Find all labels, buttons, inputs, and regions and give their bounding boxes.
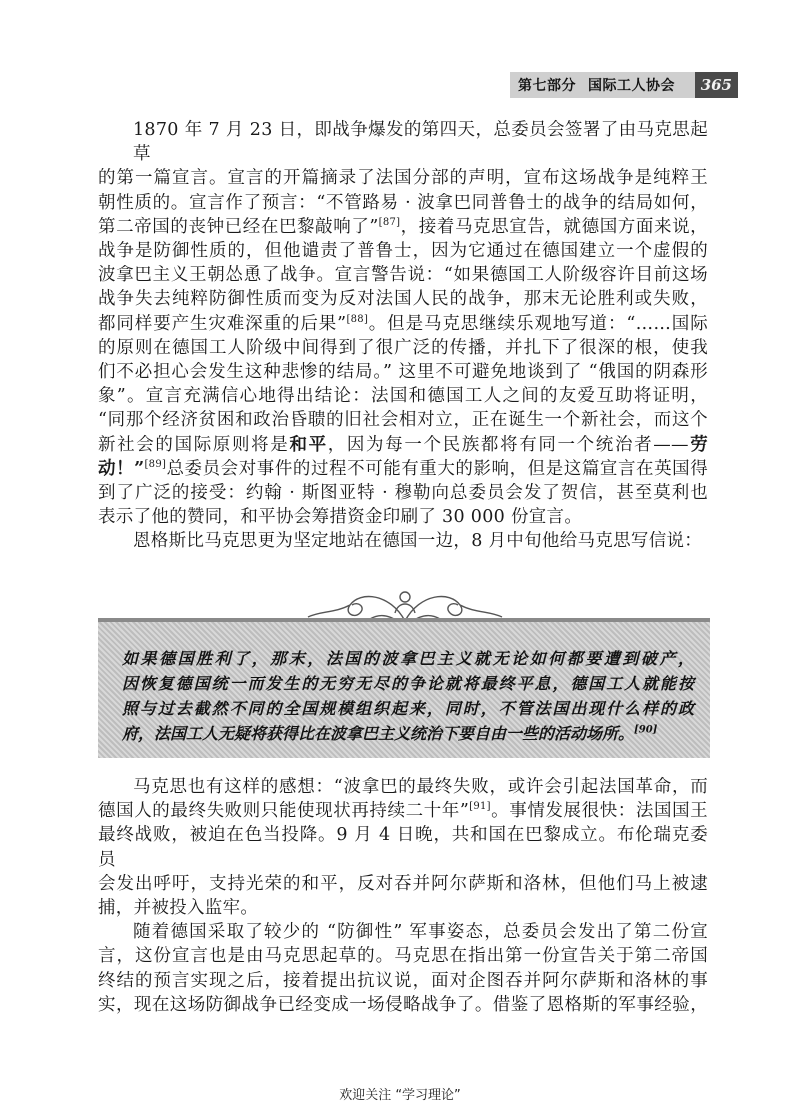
text-line: 马克思也有这样的感想：“波拿巴的最终失败，或许会引起法国革命，而 xyxy=(133,777,708,797)
quote-line xyxy=(122,721,694,746)
paragraph-3 xyxy=(98,775,708,920)
text-line: 们不必担心会发生这种悲惨的结局。” 这里不可避免地谈到了 “俄国的阴森形 xyxy=(98,362,708,383)
quote-text xyxy=(122,646,694,746)
paragraph-4 xyxy=(98,920,708,1017)
paragraph-2 xyxy=(98,529,708,553)
text-line: 表示了他的赞同，和平协会筹措资金印刷了 30 000 份宣言。 xyxy=(98,507,583,528)
page-footer: 欢迎关注 “学习理论” xyxy=(339,1088,461,1103)
text-span: ，因为每一个民族都将有同一个统治者—— xyxy=(327,434,689,455)
text-line: 到了广泛的接受：约翰 · 斯图亚特 · 穆勒向总委员会发了贺信，甚至莫利也 xyxy=(98,483,708,504)
footnote-ref-89[interactable]: [89] xyxy=(144,459,167,471)
text-line: 象”。宣言充满信心地得出结论：法国和德国工人之间的友爱互助将证明， xyxy=(98,386,708,407)
text-span: 第二帝国的丧钟已经在巴黎敲响了” xyxy=(98,216,379,237)
text-line xyxy=(98,799,708,823)
text-line: 实，现在这场防御战争已经变成一场侵略战争了。借鉴了恩格斯的军事经验， xyxy=(98,994,708,1015)
footnote-ref-90[interactable]: [90] xyxy=(634,724,658,736)
text-span: 德国人的最终失败则只能使现状再持续二十年” xyxy=(98,801,470,822)
page-number: 365 xyxy=(695,72,738,98)
quote-line: 照与过去截然不同的全国规模组织起来，同时，不管法国出现什么样的政 xyxy=(122,699,694,718)
text-span: ，接着马克思宣告，就德国方面来说， xyxy=(400,216,708,237)
text-line: 战争是防御性质的，但他谴责了普鲁士，因为它通过在德国建立一个虚假的 xyxy=(98,241,708,262)
text-span: 。事情发展很快：法国国王 xyxy=(490,801,708,822)
text-line: 朝性质的。宣言作了预言：“不管路易 · 波拿巴同普鲁士的战争的结局如何， xyxy=(98,192,708,213)
paragraph-1 xyxy=(98,118,708,529)
text-line: 恩格斯比马克思更为坚定地站在德国一边，8 月中旬他给马克思写信说： xyxy=(133,531,703,552)
header-title: 国际工人协会 xyxy=(588,78,675,94)
text-span: 。但是马克思继续乐观地写道：“……国际 xyxy=(368,313,708,334)
body-text-bottom xyxy=(98,775,708,1017)
text-line xyxy=(98,312,708,336)
text-line: 波拿巴主义王朝怂恿了战争。宣言警告说：“如果德国工人阶级容许目前这场 xyxy=(98,265,708,286)
text-span: 都同样要产生灾难深重的后果” xyxy=(98,313,347,334)
text-line xyxy=(98,457,708,481)
text-line: 最终战败，被迫在色当投降。9 月 4 日晚，共和国在巴黎成立。布伦瑞克委员 xyxy=(98,825,708,870)
text-span: 总委员会对事件的过程不可能有重大的影响，但是这篇宣言在英国得 xyxy=(166,458,708,479)
text-line: “同那个经济贫困和政治昏聩的旧社会相对立，正在诞生一个新社会，而这个 xyxy=(98,410,708,431)
text-line: 战争失去纯粹防御性质而变为反对法国人民的战争，那末无论胜利或失败， xyxy=(98,289,708,310)
text-span: 新社会的国际原则将是 xyxy=(98,434,290,455)
text-line: 终结的预言实现之后，接着提出抗议说，面对企图吞并阿尔萨斯和洛林的事 xyxy=(98,970,708,991)
quote-line: 如果德国胜利了，那末，法国的波拿巴主义就无论如何都要遭到破产， xyxy=(122,649,694,668)
header-section: 第七部分 xyxy=(518,78,576,94)
header-tab xyxy=(510,72,695,98)
footnote-ref-88[interactable]: [88] xyxy=(346,313,369,325)
text-line: 随着德国采取了较少的 “防御性” 军事姿态，总委员会发出了第二份宣 xyxy=(133,922,708,943)
text-line xyxy=(98,215,708,239)
text-line: 言，这份宣言也是由马克思起草的。马克思在指出第一份宣告关于第二帝国 xyxy=(98,946,708,967)
emphasis-text: 动！” xyxy=(98,458,145,479)
text-span: 府，法国工人无疑将获得比在波拿巴主义统治下要自由一些的活动场所。 xyxy=(122,724,635,743)
text-line xyxy=(98,433,708,457)
text-line: 的原则在德国工人阶级中间得到了很广泛的传播，并扎下了很深的根，使我 xyxy=(98,337,708,358)
emphasis-text: 劳 xyxy=(688,434,708,455)
emphasis-text: 和平 xyxy=(289,434,328,455)
text-line: 1870 年 7 月 23 日，即战争爆发的第四天，总委员会签署了由马克思起草 xyxy=(133,120,708,165)
text-line: 捕，并被投入监牢。 xyxy=(98,898,259,919)
running-header xyxy=(510,72,738,98)
body-text-top xyxy=(98,118,708,554)
text-line: 会发出呼吁，支持光荣的和平，反对吞并阿尔萨斯和洛林，但他们马上被逮 xyxy=(98,873,708,894)
quote-line: 因恢复德国统一而发生的无穷无尽的争论就将最终平息，德国工人就能按 xyxy=(122,674,694,693)
text-line: 的第一篇宣言。宣言的开篇摘录了法国分部的声明，宣布这场战争是纯粹王 xyxy=(98,168,708,189)
footnote-ref-87[interactable]: [87] xyxy=(378,216,401,228)
footnote-ref-91[interactable]: [91] xyxy=(469,801,491,813)
quote-box xyxy=(98,618,710,758)
